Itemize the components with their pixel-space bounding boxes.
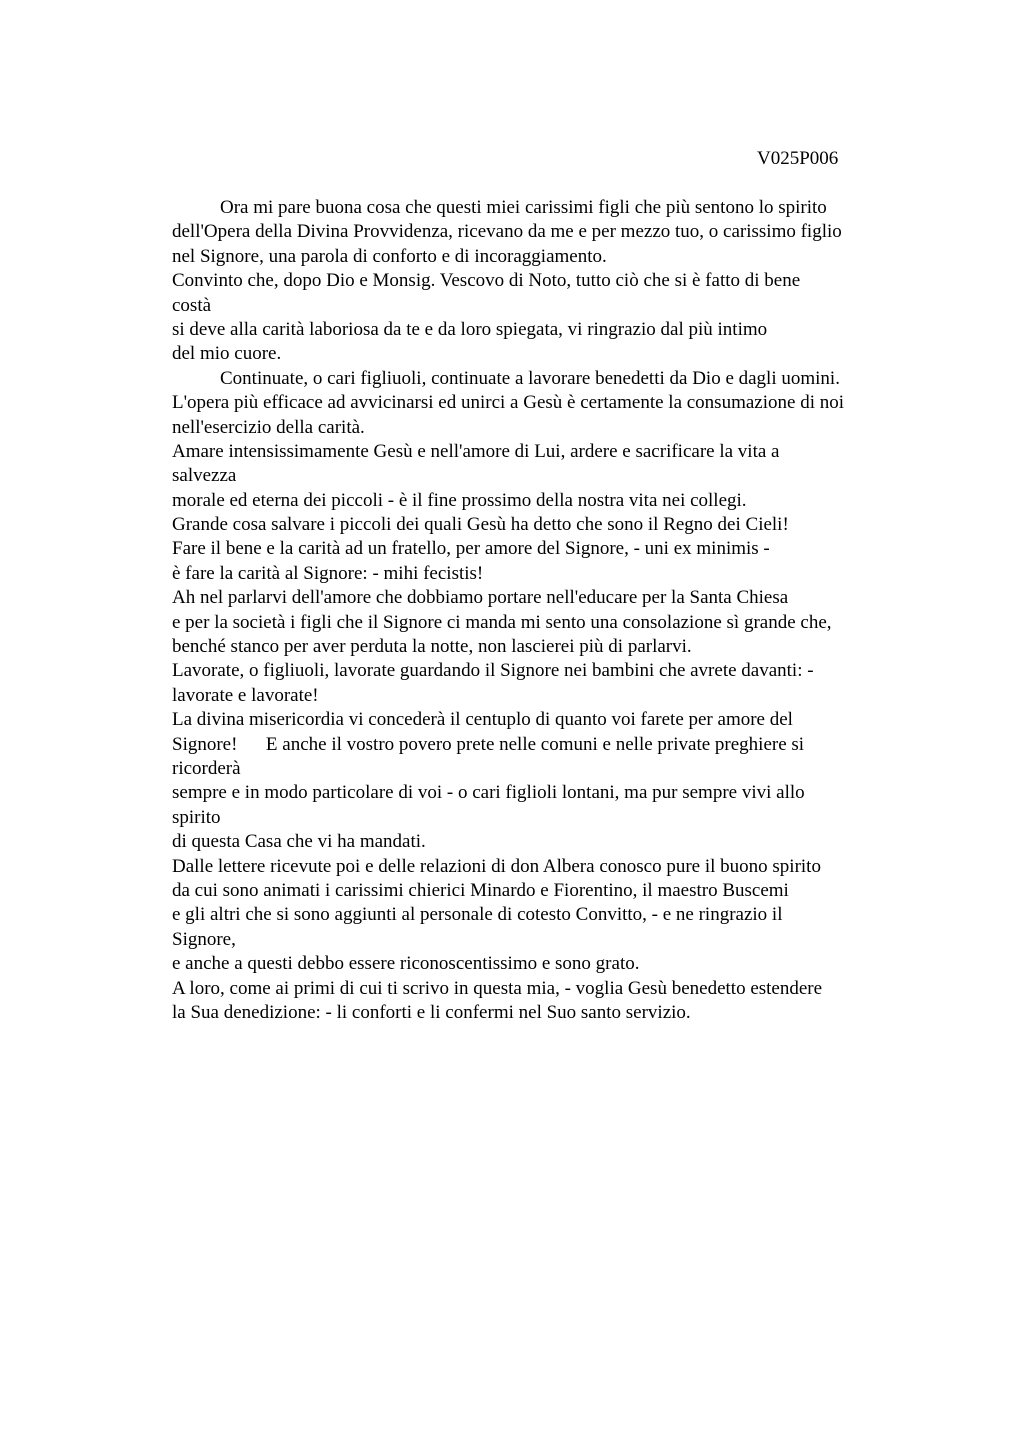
text-line: dell'Opera della Divina Provvidenza, ricevano da me e per mezzo tuo, o carissimo figlio <box>172 221 842 243</box>
text-line: del mio cuore. <box>172 343 282 365</box>
text-line: Dalle lettere ricevute poi e delle relazioni di don Albera conosco pure il buono spirito <box>172 855 821 877</box>
text-line: Lavorate, o figliuoli, lavorate guardando il Signore nei bambini che avrete davanti: - <box>172 660 814 682</box>
text-line: Continuate, o cari figliuoli, continuate a lavorare benedetti da Dio e dagli uomini. <box>220 367 840 389</box>
text-line: Ora mi pare buona cosa che questi miei carissimi figli che più sentono lo spirito <box>220 197 827 218</box>
text-line: di questa Casa che vi ha mandati. <box>172 831 426 853</box>
text-line: salvezza <box>172 465 237 487</box>
text-line: la Sua denedizione: - li conforti e li confermi nel Suo santo servizio. <box>172 1001 691 1023</box>
text-line: e per la società i figli che il Signore ci manda mi sento una consolazione sì grande che, <box>172 611 832 633</box>
text-line: nell'esercizio della carità. <box>172 416 365 438</box>
text-line: Grande cosa salvare i piccoli dei quali Gesù ha detto che sono il Regno dei Cieli! <box>172 514 789 536</box>
text-line: si deve alla carità laboriosa da te e da loro spiegata, vi ringrazio dal più intimo <box>172 318 768 340</box>
text-line: costà <box>172 294 212 316</box>
page-code: V025P006 <box>757 148 839 169</box>
text-line: Convinto che, dopo Dio e Monsig. Vescovo di Noto, tutto ciò che si è fatto di bene <box>172 270 801 292</box>
letter-body <box>172 196 912 1025</box>
text-line: nel Signore, una parola di conforto e di incoraggiamento. <box>172 245 607 267</box>
text-line: sempre e in modo particolare di voi - o cari figlioli lontani, ma pur sempre vivi allo <box>172 782 805 804</box>
text-line: La divina misericordia vi concederà il centuplo di quanto voi farete per amore del <box>172 709 793 731</box>
text-line: L'opera più efficace ad avvicinarsi ed unirci a Gesù è certamente la consumazione di noi <box>172 392 844 414</box>
text-line: Ah nel parlarvi dell'amore che dobbiamo portare nell'educare per la Santa Chiesa <box>172 587 789 609</box>
text-line: da cui sono animati i carissimi chierici Minardo e Fiorentino, il maestro Buscemi <box>172 879 789 901</box>
text-line: Amare intensissimamente Gesù e nell'amore di Lui, ardere e sacrificare la vita a <box>172 440 780 462</box>
text-line: morale ed eterna dei piccoli - è il fine prossimo della nostra vita nei collegi. <box>172 489 747 511</box>
text-line: e gli altri che si sono aggiunti al personale di cotesto Convitto, - e ne ringrazio il <box>172 904 783 926</box>
text-line: lavorate e lavorate! <box>172 684 319 706</box>
text-line: è fare la carità al Signore: - mihi fecistis! <box>172 562 484 584</box>
text-line: e anche a questi debbo essere riconoscentissimo e sono grato. <box>172 953 640 975</box>
text-line: Fare il bene e la carità ad un fratello, per amore del Signore, - uni ex minimis - <box>172 538 770 560</box>
text-line: benché stanco per aver perduta la notte, non lascierei più di parlarvi. <box>172 636 692 658</box>
text-line: spirito <box>172 806 221 828</box>
text-line: A loro, come ai primi di cui ti scrivo in questa mia, - voglia Gesù benedetto estendere <box>172 977 823 999</box>
text-line: ricorderà <box>172 757 241 779</box>
text-line: Signore! E anche il vostro povero prete nelle comuni e nelle private preghiere si <box>172 733 805 755</box>
text-line: Signore, <box>172 928 236 950</box>
